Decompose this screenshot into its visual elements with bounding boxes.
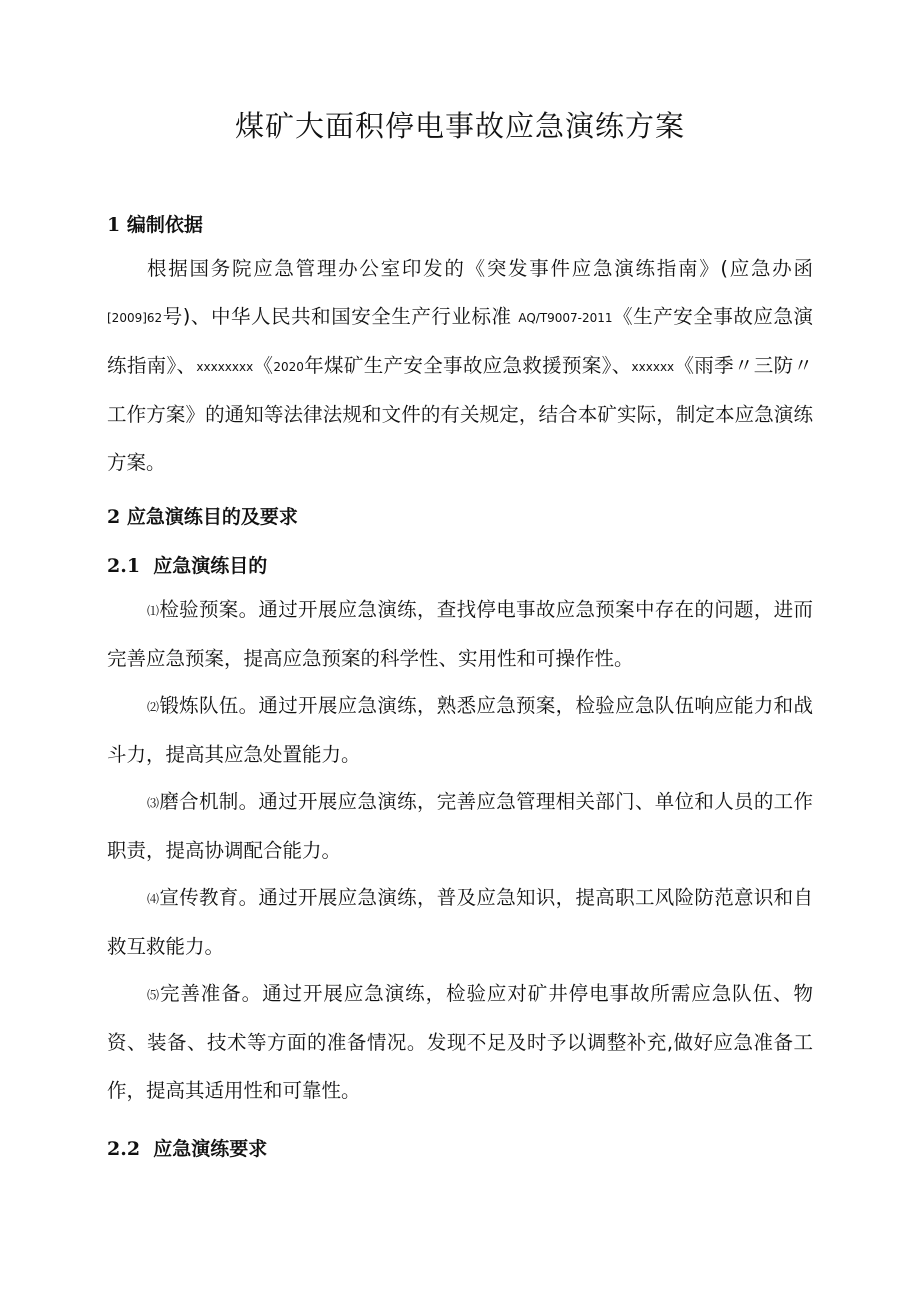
section-1-number: 1 [107,214,121,236]
basis-text-3: 《生产安全事故应急演练指南》、 [107,305,813,377]
purpose-item [107,874,813,971]
section-2-number: 2 [107,506,121,528]
section-2-heading [107,502,298,529]
item-marker: ⑶ [147,796,160,810]
section-1-heading [107,210,203,237]
section-2-2-title: 应急演练要求 [153,1138,268,1160]
basis-standard-code: AQ/T9007-2011 [518,311,613,325]
section-2-1-title: 应急演练目的 [153,555,268,577]
basis-redacted-1: xxxxxxxx [196,360,254,374]
section-1-title: 编制依据 [126,214,203,236]
item-marker: ⑸ [147,988,160,1002]
basis-text-4: 《 [253,354,274,377]
section-2-title: 应急演练目的及要求 [126,506,298,528]
basis-text-5: 年煤矿生产安全事故应急救援预案》、 [303,354,632,377]
purpose-item [107,970,813,1115]
purpose-item [107,586,813,683]
basis-text-6: 《雨季〃三防〃工作方案》的通知等法律法规和文件的有关规定，结合本矿实际，制定本应急演练方案。 [107,354,813,474]
basis-year: 2020 [273,360,304,374]
section-2-2-heading [107,1134,267,1161]
document-title: 煤矿大面积停电事故应急演练方案 [234,109,685,143]
item-text: 锻炼队伍。通过开展应急演练，熟悉应急预案，检验应急队伍响应能力和战斗力，提高其应急处置能力。 [107,694,813,766]
basis-text-2: 号)、中华人民共和国安全生产行业标准 [162,305,519,328]
section-2-1-heading [107,551,267,578]
section-2-2-number: 2.2 [107,1138,141,1160]
item-marker: ⑷ [147,892,160,906]
item-marker: ⑵ [147,700,160,714]
basis-redacted-2: xxxxxx [631,360,675,374]
basis-doc-number: [2009]62 [107,311,163,325]
item-marker: ⑴ [147,604,160,618]
item-text: 磨合机制。通过开展应急演练，完善应急管理相关部门、单位和人员的工作职责，提高协调配合能力。 [107,790,813,862]
purpose-item [107,682,813,779]
purpose-item [107,778,813,875]
item-text: 检验预案。通过开展应急演练，查找停电事故应急预案中存在的问题，进而完善应急预案，提高应急预案的科学性、实用性和可操作性。 [107,598,813,670]
item-text: 完善准备。通过开展应急演练，检验应对矿井停电事故所需应急队伍、物资、装备、技术等方面的准备情况。发现不足及时予以调整补充,做好应急准备工作，提高其适用性和可靠性。 [107,982,813,1102]
section-1-paragraph [107,245,813,487]
item-text: 宣传教育。通过开展应急演练，普及应急知识，提高职工风险防范意识和自救互救能力。 [107,886,813,958]
section-2-1-number: 2.1 [107,555,141,577]
basis-text-1: 根据国务院应急管理办公室印发的《突发事件应急演练指南》(应急办函 [147,257,813,280]
